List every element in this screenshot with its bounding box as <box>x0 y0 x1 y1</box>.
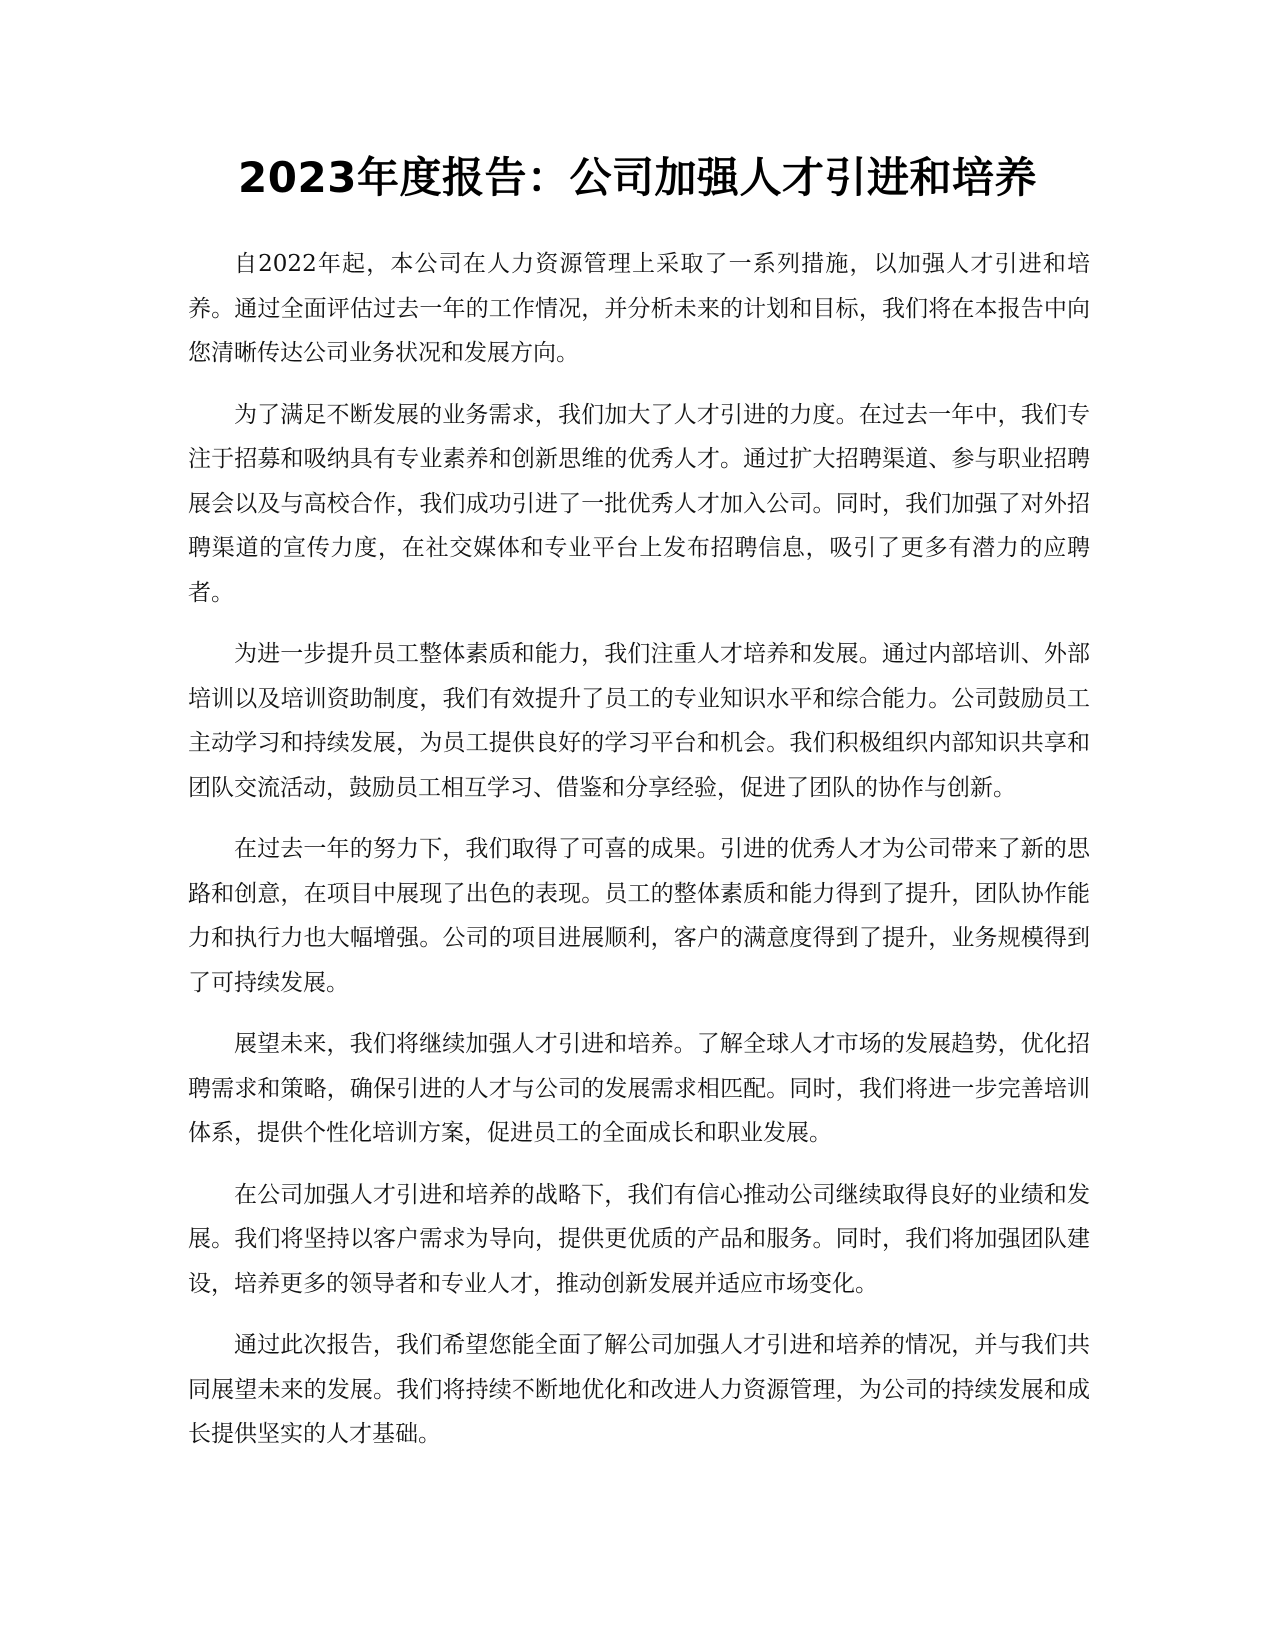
paragraph-training: 为进一步提升员工整体素质和能力，我们注重人才培养和发展。通过内部培训、外部培训以及培训资助制度，我们有效提升了员工的专业知识水平和综合能力。公司鼓励员工主动学习和持续发展，为员工提供良好的学习平台和机会。我们积极组织内部知识共享和团队交流活动，鼓励员工相互学习、借鉴和分享经验，促进了团队的协作与创新。 <box>188 641 1090 801</box>
paragraph-strategy: 在公司加强人才引进和培养的战略下，我们有信心推动公司继续取得良好的业绩和发展。我们将坚持以客户需求为导向，提供更优质的产品和服务。同时，我们将加强团队建设，培养更多的领导者和专业人才，推动创新发展并适应市场变化。 <box>188 1181 1090 1297</box>
paragraph-conclusion: 通过此次报告，我们希望您能全面了解公司加强人才引进和培养的情况，并与我们共同展望未来的发展。我们将持续不断地优化和改进人力资源管理，为公司的持续发展和成长提供坚实的人才基础。 <box>188 1332 1090 1447</box>
paragraph-intro: 自2022年起，本公司在人力资源管理上采取了一系列措施，以加强人才引进和培养。通过全面评估过去一年的工作情况，并分析未来的计划和目标，我们将在本报告中向您清晰传达公司业务状况和发展方向。 <box>188 251 1090 366</box>
paragraph-results: 在过去一年的努力下，我们取得了可喜的成果。引进的优秀人才为公司带来了新的思路和创意，在项目中展现了出色的表现。员工的整体素质和能力得到了提升，团队协作能力和执行力也大幅增强。公司的项目进展顺利，客户的满意度得到了提升，业务规模得到了可持续发展。 <box>188 836 1090 996</box>
paragraph-outlook: 展望未来，我们将继续加强人才引进和培养。了解全球人才市场的发展趋势，优化招聘需求和策略，确保引进的人才与公司的发展需求相匹配。同时，我们将进一步完善培训体系，提供个性化培训方案，促进员工的全面成长和职业发展。 <box>188 1031 1090 1146</box>
document-title: 2023年度报告：公司加强人才引进和培养 <box>238 153 1037 202</box>
paragraph-recruitment: 为了满足不断发展的业务需求，我们加大了人才引进的力度。在过去一年中，我们专注于招募和吸纳具有专业素养和创新思维的优秀人才。通过扩大招聘渠道、参与职业招聘展会以及与高校合作，我们成功引进了一批优秀人才加入公司。同时，我们加强了对外招聘渠道的宣传力度，在社交媒体和专业平台上发布招聘信息，吸引了更多有潜力的应聘者。 <box>188 401 1090 606</box>
document-body <box>188 242 1090 1474</box>
